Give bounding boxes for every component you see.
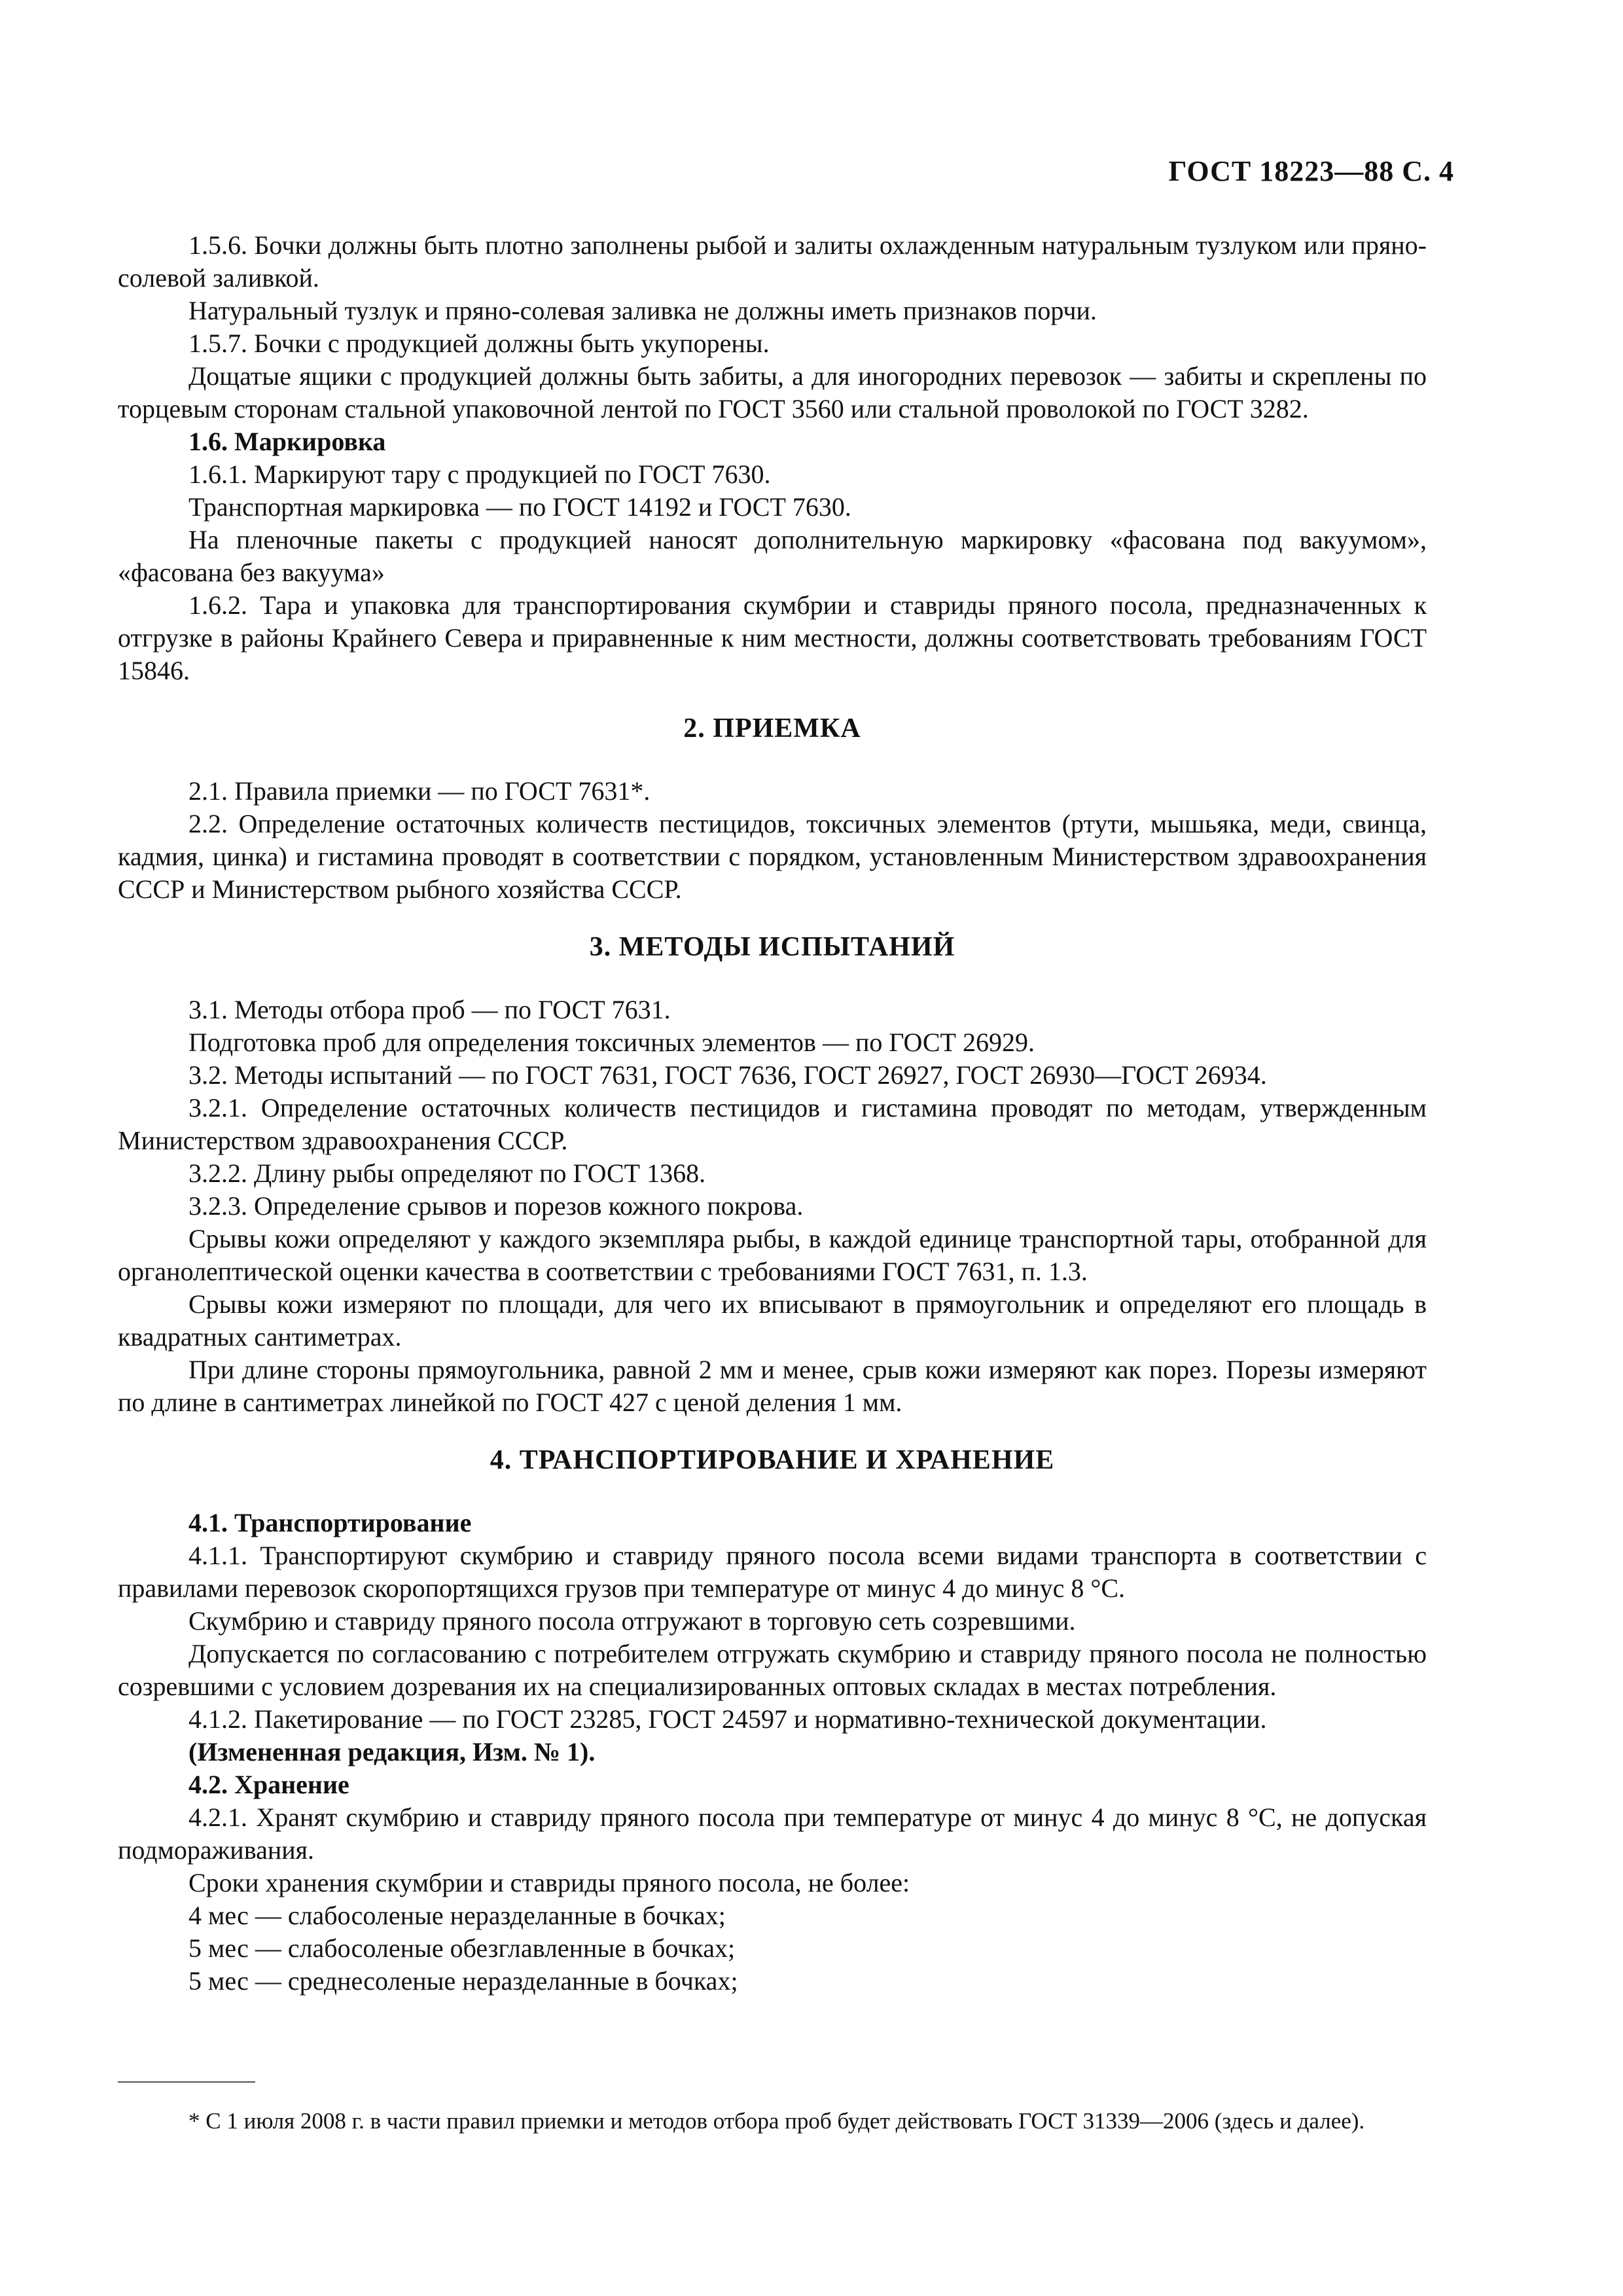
paragraph-4-2-1: 4.2.1. Хранят скумбрию и ставриду пряного посола при температуре от минус 4 до минус 8 °С, не допуская подмораживания. bbox=[118, 1803, 1427, 1865]
section-title-2: 2. ПРИЕМКА bbox=[683, 713, 861, 744]
paragraph-3-2-1: 3.2.1. Определение остаточных количеств пестицидов и гистамина проводят по методам, утвержденным Министерством здравоохранения СССР. bbox=[118, 1093, 1427, 1155]
footnote-divider bbox=[118, 2081, 255, 2083]
footnote-text: * С 1 июля 2008 г. в части правил приемки и методов отбора проб будет действовать ГОСТ 31339—2006 (здесь и далее). bbox=[188, 2108, 1365, 2134]
paragraph-2-1: 2.1. Правила приемки — по ГОСТ 7631*. bbox=[188, 776, 651, 806]
paragraph-2-2: 2.2. Определение остаточных количеств пестицидов, токсичных элементов (ртути, мышьяка, меди, свинца, кадмия, цинка) и гистамина проводят в соответствии с порядком, установленным Министерством здравоохранения СССР и Министерством рыбного хозяйства СССР. bbox=[118, 809, 1427, 904]
paragraph-3-1: 3.1. Методы отбора проб — по ГОСТ 7631. bbox=[188, 995, 671, 1024]
storage-term-item: 4 мес — слабосоленые неразделанные в бочках; bbox=[188, 1901, 726, 1930]
paragraph-allowed: Допускается по согласованию с потребителем отгружать скумбрию и ставриду пряного посола не полностью созревшими с условием дозревания их на специализированных оптовых складах в местах потребления. bbox=[118, 1639, 1427, 1701]
storage-term-item: 5 мес — слабосоленые обезглавленные в бочках; bbox=[188, 1933, 736, 1963]
storage-term-item: 5 мес — среднесоленые неразделанные в бочках; bbox=[188, 1966, 738, 1996]
paragraph-transport-marking: Транспортная маркировка — по ГОСТ 14192 и ГОСТ 7630. bbox=[188, 492, 851, 522]
running-head: ГОСТ 18223—88 С. 4 bbox=[1168, 155, 1454, 187]
paragraph-1-6-1: 1.6.1. Маркируют тару с продукцией по ГОСТ 7630. bbox=[188, 459, 771, 489]
amendment-note: (Измененная редакция, Изм. № 1). bbox=[188, 1737, 596, 1767]
paragraph-toxic-prep: Подготовка проб для определения токсичных элементов — по ГОСТ 26929. bbox=[188, 1028, 1035, 1057]
paragraph-boxes: Дощатые ящики с продукцией должны быть забиты, а для иногородних перевозок — забиты и скреплены по торцевым сторонам стальной упаковочной лентой по ГОСТ 3560 или стальной проволокой по ГОСТ 3282. bbox=[118, 361, 1427, 423]
subsection-heading-1-6: 1.6. Маркировка bbox=[188, 427, 386, 456]
paragraph-storage-terms: Сроки хранения скумбрии и ставриды пряного посола, не более: bbox=[188, 1868, 910, 1897]
paragraph-ripe: Скумбрию и ставриду пряного посола отгружают в торговую сеть созревшими. bbox=[188, 1606, 1076, 1636]
subsection-heading-4-1: 4.1. Транспортирование bbox=[188, 1508, 472, 1537]
section-title-4: 4. ТРАНСПОРТИРОВАНИЕ И ХРАНЕНИЕ bbox=[490, 1445, 1055, 1475]
document-body bbox=[118, 229, 1427, 1998]
subsection-heading-4-2: 4.2. Хранение bbox=[188, 1770, 349, 1799]
paragraph-3-2-3: 3.2.3. Определение срывов и порезов кожного покрова. bbox=[188, 1191, 804, 1221]
paragraph-film-packs: На пленочные пакеты с продукцией наносят дополнительную маркировку «фасована под вакуумом», «фасована без вакуума» bbox=[118, 525, 1427, 587]
paragraph-3-2-2: 3.2.2. Длину рыбы определяют по ГОСТ 1368. bbox=[188, 1158, 706, 1188]
paragraph-3-2: 3.2. Методы испытаний — по ГОСТ 7631, ГОСТ 7636, ГОСТ 26927, ГОСТ 26930—ГОСТ 26934. bbox=[188, 1060, 1267, 1090]
paragraph-1-5-6: 1.5.6. Бочки должны быть плотно заполнены рыбой и залиты охлажденным натуральным тузлуком или пряно-солевой заливкой. bbox=[118, 230, 1427, 293]
paragraph-1-6-2: 1.6.2. Тара и упаковка для транспортирования скумбрии и ставриды пряного посола, предназначенных к отгрузке в районы Крайнего Севера и приравненные к ним местности, должны соответствовать требованиям ГОСТ 15846. bbox=[118, 590, 1427, 685]
paragraph-tuzluk: Натуральный тузлук и пряно-солевая заливка не должны иметь признаков порчи. bbox=[188, 296, 1097, 325]
paragraph-4-1-1: 4.1.1. Транспортируют скумбрию и ставриду пряного посола всеми видами транспорта в соответствии с правилами перевозок скоропортящихся грузов при температуре от минус 4 до минус 8 °С. bbox=[118, 1541, 1427, 1603]
footnote bbox=[118, 2106, 1427, 2136]
paragraph-skin-area: Срывы кожи измеряют по площади, для чего их вписывают в прямоугольник и определяют его площадь в квадратных сантиметрах. bbox=[118, 1289, 1427, 1352]
paragraph-4-1-2: 4.1.2. Пакетирование — по ГОСТ 23285, ГОСТ 24597 и нормативно-технической документации. bbox=[188, 1704, 1267, 1734]
paragraph-1-5-7: 1.5.7. Бочки с продукцией должны быть укупорены. bbox=[188, 329, 770, 358]
paragraph-skin-tears: Срывы кожи определяют у каждого экземпляра рыбы, в каждой единице транспортной тары, отобранной для органолептической оценки качества в соответствии с требованиями ГОСТ 7631, п. 1.3. bbox=[118, 1224, 1427, 1286]
paragraph-side-length: При длине стороны прямоугольника, равной 2 мм и менее, срыв кожи измеряют как порез. Порезы измеряют по длине в сантиметрах линейкой по ГОСТ 427 с ценой деления 1 мм. bbox=[118, 1355, 1427, 1417]
section-title-3: 3. МЕТОДЫ ИСПЫТАНИЙ bbox=[589, 932, 955, 962]
